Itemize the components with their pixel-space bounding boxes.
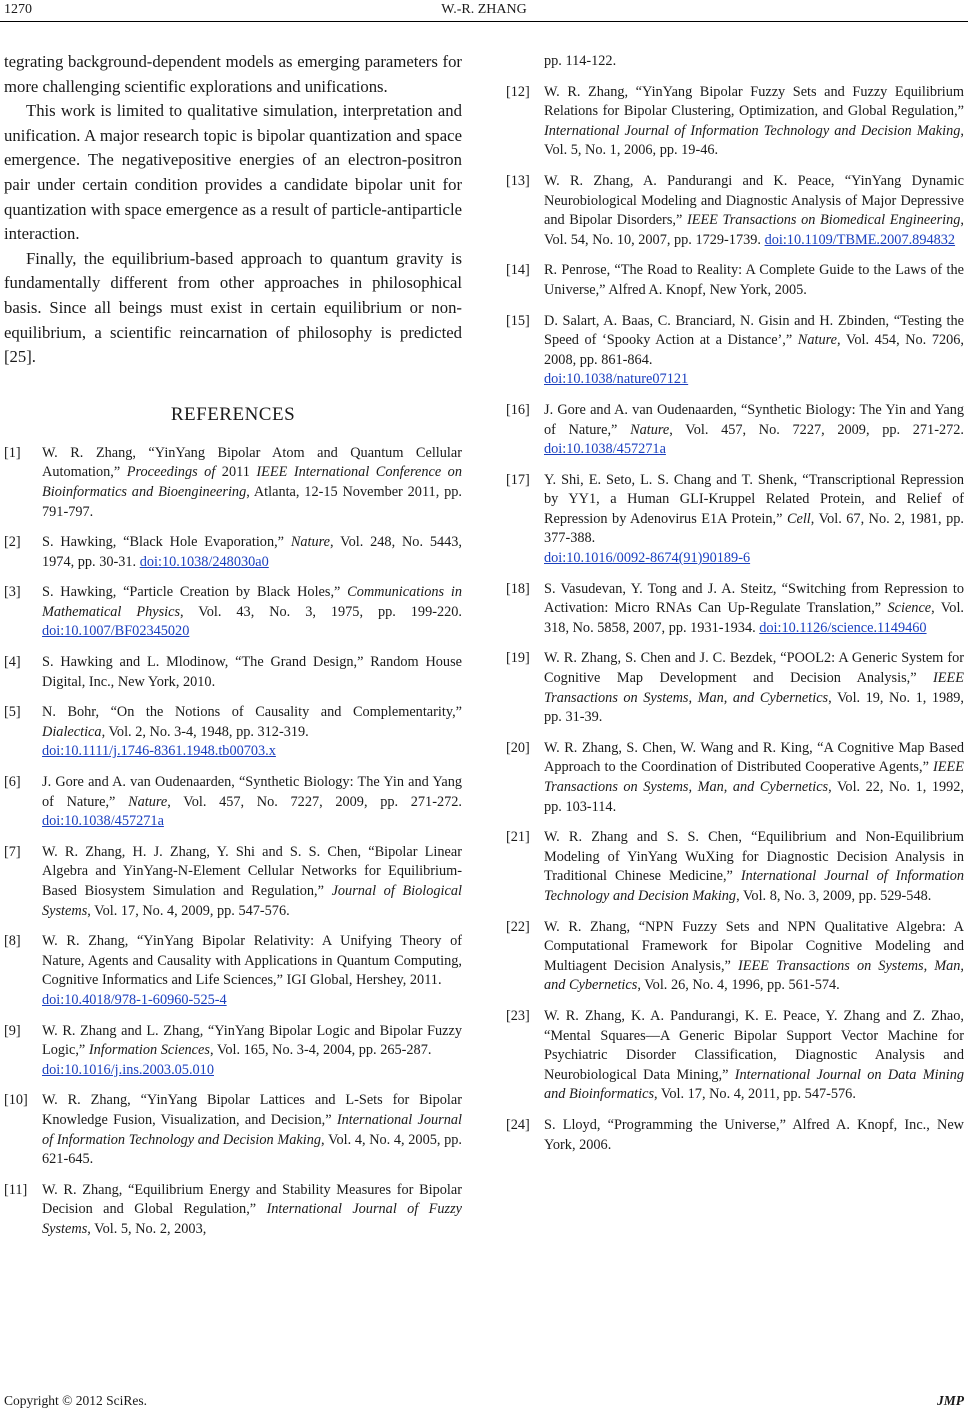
reference-entry [506,52,964,72]
reference-text [544,1007,964,1105]
reference-details: , Vol. 26, No. 4, 1996, pp. 561-574. [637,977,840,994]
reference-number: [6] [4,774,21,791]
reference-venue: Nature [128,793,168,810]
reference-entry [506,918,964,996]
reference-citation: W. R. Zhang, “YinYang Bipolar Lattices and L-Sets for Bipolar Knowledge Fusion, Visualization, and Decision,” [42,1092,462,1128]
reference-number: [5] [4,704,21,721]
references-heading: REFERENCES [170,403,296,425]
reference-citation: W. R. Zhang, “YinYang Bipolar Relativity: A Unifying Theory of Nature, Agents and Causality with Applications in Quantum Computing, Cognitive Informatics and Life Sciences,” IGI Global, Hershey, 2011. [42,933,462,989]
reference-venue: Information Sciences [88,1042,210,1059]
reference-entry [506,1007,964,1105]
reference-number [506,52,544,72]
doi-link[interactable]: doi:10.1109/TBME.2007.894832 [764,231,956,248]
doi-link[interactable]: doi:10.1038/457271a [42,813,164,830]
reference-details: , Vol. 457, No. 7227, 2009, pp. 271-272. [167,793,462,810]
reference-number: [8] [4,933,21,950]
right-column [506,52,964,1166]
running-head: W.-R. ZHANG [441,2,527,17]
reference-text [544,649,964,727]
doi-link[interactable]: doi:10.1007/BF02345020 [42,623,190,640]
reference-citation: W. R. Zhang, “YinYang Bipolar Atom and Quantum Cellular Automation,” [42,444,462,481]
doi-link[interactable]: doi:10.1016/0092-8674(91)90189-6 [544,550,751,567]
reference-text [42,1022,462,1081]
reference-venue: Communications in Mathematical Physics [42,584,462,620]
reference-entry [506,172,964,250]
reference-text [544,580,964,639]
reference-details: , Vol. 17, No. 4, 2009, pp. 547-576. [87,902,290,919]
reference-text [42,1181,462,1240]
reference-venue: International Journal of Information Technology and Decision Making [42,1111,463,1148]
reference-number: [10] [4,1092,28,1109]
reference-text [42,773,462,832]
reference-text [42,843,462,921]
reference-number: [22] [506,918,530,935]
reference-entry [4,932,462,1010]
reference-venue: Journal of Biological Systems [42,883,462,919]
reference-number: [23] [506,1007,530,1024]
reference-number: [1] [4,444,21,461]
reference-details: , Vol. 248, No. 5443, 1974, pp. 30-31. [42,534,462,570]
reference-citation: D. Salart, A. Baas, C. Branciard, N. Gisin and H. Zbinden, “Testing the Speed of ‘Spooky Action at a Distance’,” [544,312,964,349]
reference-entry [506,1116,964,1155]
reference-citation: W. R. Zhang, “NPN Fuzzy Sets and NPN Qualitative Algebra: A Computational Framework for Bipolar Cognitive Modeling and Multiagent Decision Analysis,” [544,918,964,974]
reference-details: , Vol. 54, No. 10, 2007, pp. 1729-1739. [544,212,964,248]
reference-venue: Nature [290,534,331,551]
reference-text [544,312,964,390]
reference-citation: J. Gore and A. van Oudenaarden, “Synthetic Biology: The Yin and Yang of Nature,” [42,774,462,810]
reference-text [544,83,964,161]
reference-entry [506,312,964,390]
reference-number: [17] [506,471,530,488]
body-paragraph: tegrating background-dependent models as emerging parameters for more challenging scientific explorations and unifications. [4,52,462,96]
page-number: 1270 [4,2,32,17]
reference-text [42,444,462,522]
reference-citation: S. Hawking and L. Mlodinow, “The Grand Design,” Random House Digital, Inc., New York, 2010. [42,654,462,690]
reference-details: , Vol. 457, No. 7227, 2009, pp. 271-272. [669,421,964,438]
header-rule [0,21,968,22]
reference-venue: International Journal of Information Technology and Decision Making [544,868,964,904]
reference-details: , Vol. 19, No. 1, 1989, pp. 31-39. [544,689,964,726]
reference-venue: Science [887,600,932,617]
reference-venue: Nature [797,332,837,349]
reference-details: , Vol. 318, No. 5858, 2007, pp. 1931-1934. [544,600,964,636]
reference-number: [2] [4,534,21,551]
reference-text [544,828,964,906]
reference-number: [13] [506,172,530,189]
reference-entry [4,583,462,642]
reference-details: , Vol. 17, No. 4, 2011, pp. 547-576. [654,1086,856,1103]
reference-entry [506,649,964,727]
reference-venue: Dialectica [42,723,102,740]
reference-entry [4,533,462,572]
reference-entry [506,83,964,161]
reference-entry [4,1181,462,1240]
reference-number: [21] [506,829,530,846]
body-paragraph: Finally, the equilibrium-based approach to quantum gravity is fundamentally different from other approaches in philosophical basis. Since all beings must exist in certain equilibrium or non-equilibrium, a scientific reincarnation of philosophy is predicted [25]. [4,248,462,367]
reference-citation: W. R. Zhang, “Equilibrium Energy and Stability Measures for Bipolar Decision and Global Regulation,” [42,1181,462,1218]
reference-number: [24] [506,1116,530,1133]
reference-details: , Vol. 5, No. 2, 2003, [87,1220,207,1237]
reference-details: , Vol. 43, No. 3, 1975, pp. 199-220. [180,603,463,620]
reference-venue: IEEE Transactions on Systems, Man, and Cybernetics [544,957,965,994]
reference-citation: W. R. Zhang, S. Chen and J. C. Bezdek, “POOL2: A Generic System for Cognitive Map Development and Decision Analysis,” [544,650,964,687]
reference-venue: IEEE International Conference on Bioinformatics and Bioengineering [42,464,462,500]
reference-entry [506,261,964,300]
reference-entry [506,739,964,817]
reference-number: [7] [4,843,21,860]
reference-text [544,1116,964,1155]
reference-details: , Vol. 2, No. 3-4, 1948, pp. 312-319. [101,723,309,740]
reference-citation: W. R. Zhang, A. Pandurangi and K. Peace, “YinYang Dynamic Neurobiological Modeling and Diagnostic Analysis of Major Depressive and Bipolar Disorders,” [544,172,964,229]
reference-text [42,583,462,642]
reference-citation: J. Gore and A. van Oudenaarden, “Synthetic Biology: The Yin and Yang of Nature,” [544,401,964,438]
reference-entry [4,773,462,832]
reference-details: , Atlanta, 12-15 November 2011, pp. 791-797. [42,483,462,520]
reference-number: [20] [506,739,530,756]
reference-entry [4,444,462,522]
reference-text [42,533,462,572]
reference-text [42,653,462,692]
reference-citation: W. R. Zhang, “YinYang Bipolar Fuzzy Sets and Fuzzy Equilibrium Relations for Bipolar Clustering, Optimization, and Global Regulation,” [544,83,964,120]
reference-entry [4,843,462,921]
reference-number: [14] [506,262,530,279]
reference-number: [4] [4,654,21,671]
reference-citation: N. Bohr, “On the Notions of Causality and Complementarity,” [42,704,462,721]
reference-entry [4,1091,462,1169]
reference-number: [16] [506,401,530,418]
reference-venue: Cell [786,510,811,527]
reference-citation: S. Hawking, “Black Hole Evaporation,” [42,534,291,551]
reference-text [544,52,964,72]
reference-details: , Vol. 5, No. 1, 2006, pp. 19-46. [544,122,964,159]
doi-link[interactable]: doi:10.1126/science.1149460 [759,619,927,636]
doi-link[interactable]: doi:10.1016/j.ins.2003.05.010 [42,1061,214,1078]
reference-text [544,739,964,817]
doi-link[interactable]: doi:10.1111/j.1746-8361.1948.tb00703.x [42,743,276,760]
reference-citation: W. R. Zhang and S. S. Chen, “Equilibrium and Non-Equilibrium Modeling of YinYang WuXing for Diagnostic Decision Analysis in Traditional Chinese Medicine,” [544,829,964,885]
reference-number: [19] [506,650,530,667]
reference-venue: IEEE Transactions on Systems, Man, and Cybernetics [544,759,964,795]
reference-entry [4,653,462,692]
copyright-notice: Copyright © 2012 SciRes. [4,1393,148,1408]
reference-text [544,471,964,569]
reference-entry [506,580,964,639]
reference-text [42,932,462,1010]
doi-link[interactable]: doi:10.1038/nature07121 [544,371,689,388]
reference-details: , Vol. 8, No. 3, 2009, pp. 529-548. [736,887,932,904]
reference-details: , Vol. 22, No. 1, 1992, pp. 103-114. [544,779,964,815]
reference-text [42,703,462,762]
reference-venue: International Journal of Fuzzy Systems [42,1201,462,1237]
reference-venue: International Journal of Information Technology and Decision Making [544,122,961,139]
reference-entry [506,471,964,569]
reference-text [544,261,964,300]
reference-venue: Nature [630,421,670,438]
doi-link[interactable]: doi:10.1038/248030a0 [139,553,269,570]
reference-citation: W. R. Zhang, H. J. Zhang, Y. Shi and S. S. Chen, “Bipolar Linear Algebra and YinYang-N-Element Cellular Networks for Equilibrium-Based Biosystem Simulation and Regulation,” [42,843,462,899]
reference-entry [4,703,462,762]
reference-citation: S. Hawking, “Particle Creation by Black Holes,” [42,584,348,601]
reference-text [42,1091,462,1169]
reference-details: , Vol. 165, No. 3-4, 2004, pp. 265-287. [209,1042,432,1059]
reference-venue: IEEE Transactions on Systems, Man, and Cybernetics [544,670,964,706]
reference-number: [3] [4,584,21,601]
reference-details: 2011 [215,464,257,481]
page-header [0,0,968,22]
left-column [4,50,462,1251]
reference-venue: International Journal on Data Mining and Bioinformatics [544,1066,964,1103]
reference-citation: W. R. Zhang, K. A. Pandurangi, K. E. Peace, Y. Zhang and Z. Zhao, “Mental Squares—A Generic Bipolar Support Vector Machine for Psychiatric Disorder Classification, Diagnostic Analysis and Neurobiological Data Mining,” [544,1007,964,1083]
reference-details: , Vol. 4, No. 4, 2005, pp. 621-645. [42,1131,462,1168]
reference-number: [9] [4,1022,21,1039]
reference-number: [15] [506,312,530,329]
reference-citation: S. Lloyd, “Programming the Universe,” Alfred A. Knopf, Inc., New York, 2006. [544,1116,964,1153]
body-paragraph: This work is limited to qualitative simulation, interpretation and unification. A major research topic is bipolar quantization and space emergence. The negativepositive energies of an electron-positron pair under certain condition provides a candidate bipolar unit for quantization with space emergence as a result of particle-antiparticle interaction. [4,101,462,244]
reference-entry [506,828,964,906]
doi-link[interactable]: doi:10.1038/457271a [544,441,666,458]
journal-abbrev: JMP [937,1393,964,1408]
reference-number: [18] [506,580,530,597]
reference-citation: W. R. Zhang, S. Chen, W. Wang and R. King, “A Cognitive Map Based Approach to the Coordination of Distributed Cooperative Agents,” [544,739,964,776]
reference-citation: Y. Shi, E. Seto, L. S. Chang and T. Shenk, “Transcriptional Repression by YY1, a Human GLI-Kruppel Related Protein, and Relief of Repression by Adenovirus E1A Protein,” [544,471,964,527]
reference-citation: R. Penrose, “The Road to Reality: A Complete Guide to the Laws of the Universe,” Alfred A. Knopf, New York, 2005. [544,262,964,298]
reference-number: [12] [506,83,530,100]
reference-citation: pp. 114-122. [544,53,617,69]
reference-venue: Proceedings of [126,464,216,481]
reference-citation: S. Vasudevan, Y. Tong and J. A. Steitz, “Switching from Repression to Activation: Micro RNAs Can Up-Regulate Translation,” [544,580,964,617]
reference-entry [4,1022,462,1081]
reference-citation: W. R. Zhang and L. Zhang, “YinYang Bipolar Logic and Bipolar Fuzzy Logic,” [42,1022,462,1059]
reference-text [544,918,964,996]
doi-link[interactable]: doi:10.4018/978-1-60960-525-4 [42,991,227,1008]
reference-venue: IEEE Transactions on Biomedical Engineering [686,212,961,229]
reference-list-left [4,444,462,1240]
reference-text [544,401,964,460]
reference-details: , Vol. 67, No. 2, 1981, pp. 377-388. [544,510,964,547]
reference-entry [506,401,964,460]
reference-details: , Vol. 454, No. 7206, 2008, pp. 861-864. [544,332,964,368]
reference-number: [11] [4,1181,28,1198]
reference-text [544,172,964,250]
reference-list-right [506,52,964,1155]
